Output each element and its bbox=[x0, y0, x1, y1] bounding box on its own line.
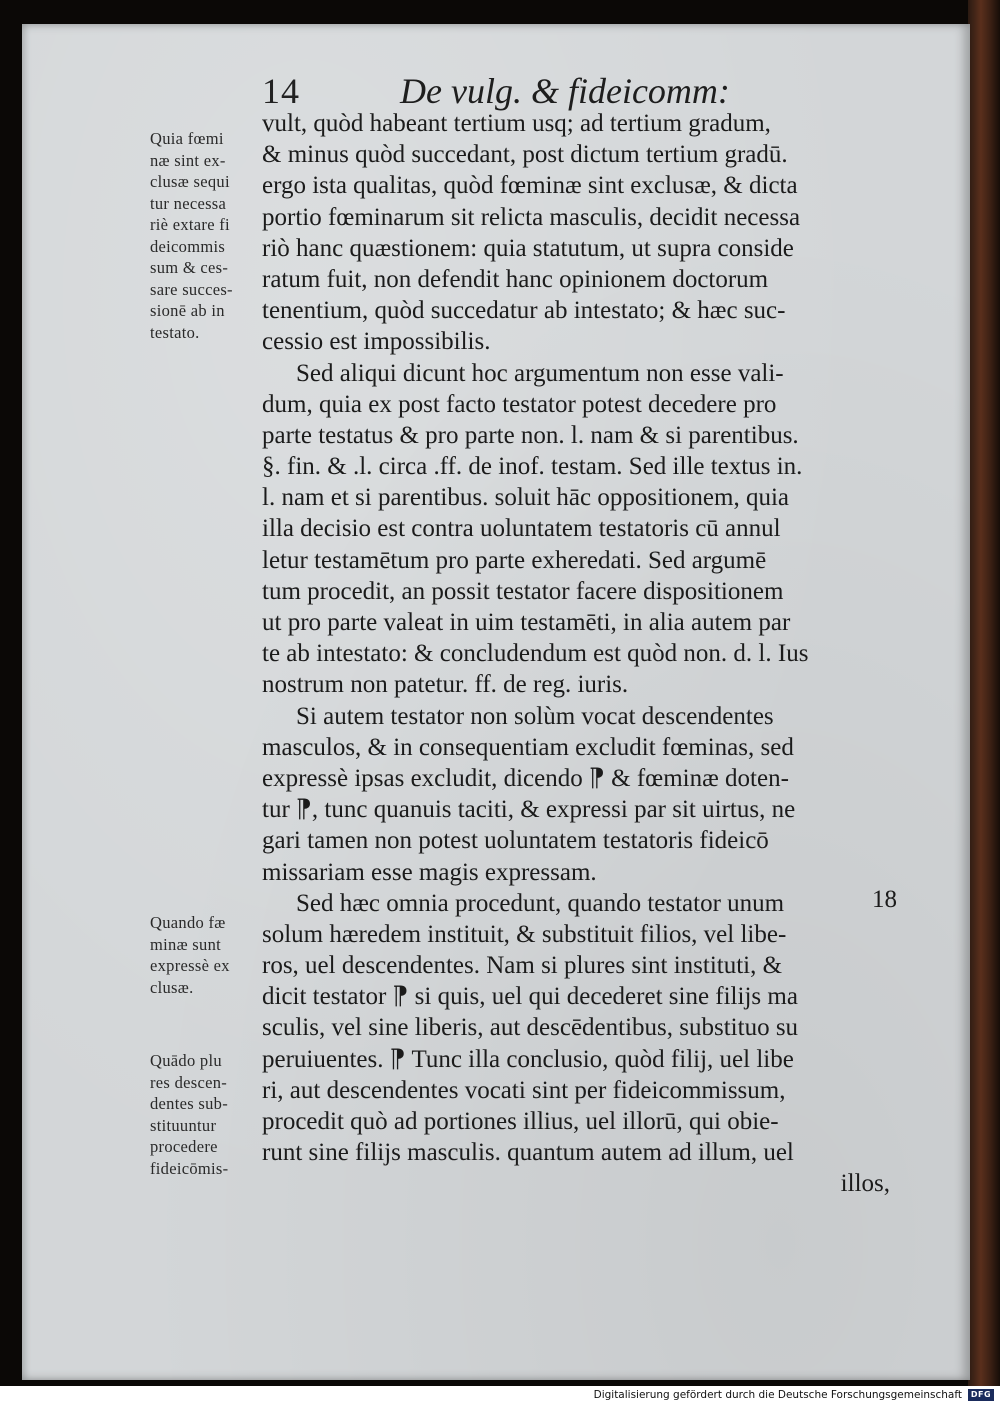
page-number: 14 bbox=[262, 71, 300, 111]
gloss-line: sum & ces- bbox=[150, 258, 229, 277]
gloss-line: riè extare fi bbox=[150, 215, 230, 234]
marginal-number: 18 bbox=[872, 886, 897, 913]
text-line: procedit quò ad portiones illius, uel illorū, qui obie- bbox=[262, 1108, 779, 1135]
book-binding-edge bbox=[968, 0, 1000, 1386]
text-line: sculis, vel sine liberis, aut descēdentibus, substituo su bbox=[262, 1014, 799, 1042]
text-line: l. nam et si parentibus. soluit hāc oppositionem, quia bbox=[262, 484, 790, 512]
text-line: ri, aut descendentes vocati sint per fideicommissum, bbox=[262, 1076, 786, 1104]
gloss-line: testato. bbox=[150, 322, 200, 342]
gloss-line: dentes sub- bbox=[150, 1094, 228, 1113]
text-line: ros, uel descendentes. Nam si plures sint instituti, & bbox=[262, 952, 783, 980]
gloss-line: fideicōmis- bbox=[150, 1158, 229, 1178]
text-line: Sed hæc omnia procedunt, quando testator unum bbox=[296, 889, 785, 917]
text-line: expressè ipsas excludit, dicendo ⁋ & fœminæ doten- bbox=[262, 764, 789, 792]
marginal-gloss bbox=[150, 128, 268, 343]
gloss-line: stituuntur bbox=[150, 1115, 217, 1135]
gloss-line: Quādo plu bbox=[150, 1051, 222, 1070]
text-line: solum hæredem instituit, & substituit filios, vel libe- bbox=[262, 920, 787, 948]
text-line: letur testamētum pro parte exheredati. Sed argumē bbox=[262, 546, 767, 574]
main-text-block bbox=[262, 108, 890, 1200]
text-line: ergo ista qualitas, quòd fœminæ sint exclusæ, & dicta bbox=[262, 172, 798, 200]
dfg-logo: DFG bbox=[968, 1389, 994, 1401]
text-line: dicit testator ⁋ si quis, uel qui decederet sine filijs ma bbox=[262, 983, 798, 1011]
gloss-line: sare succes- bbox=[150, 279, 233, 299]
catchword: illos, bbox=[840, 1170, 890, 1198]
text-line: runt sine filijs masculis. quantum autem ad illum, uel bbox=[262, 1139, 794, 1167]
text-line: nostrum non patetur. ff. de reg. iuris. bbox=[262, 671, 629, 699]
gloss-line: clusæ. bbox=[150, 977, 194, 997]
text-line: ratum fuit, non defendit hanc opinionem doctorum bbox=[262, 265, 769, 293]
gloss-line: næ sint ex- bbox=[150, 150, 226, 170]
gloss-line: expressè ex bbox=[150, 956, 230, 975]
text-line: peruiuentes. ⁋ Tunc illa conclusio, quòd filij, uel libe bbox=[262, 1045, 794, 1073]
text-line: & minus quòd succedant, post dictum tertium gradū. bbox=[262, 141, 788, 169]
gloss-line: res descen- bbox=[150, 1072, 228, 1092]
gloss-line: Quia fœmi bbox=[150, 129, 224, 148]
marginal-gloss bbox=[150, 912, 268, 998]
text-line: masculos, & in consequentiam excludit fœminas, sed bbox=[262, 733, 794, 761]
text-line: illa decisio est contra uoluntatem testatoris cū annul bbox=[262, 515, 781, 543]
text-line: missariam esse magis expressam. bbox=[262, 858, 597, 886]
text-line: te ab intestato: & concludendum est quòd non. d. l. Ius bbox=[262, 640, 809, 668]
running-title: De vulg. & fideicomm: bbox=[400, 71, 730, 111]
gloss-line: procedere bbox=[150, 1137, 218, 1156]
gloss-line: Quando fæ bbox=[150, 913, 226, 932]
text-line: cessio est impossibilis. bbox=[262, 328, 491, 356]
text-line: tur ⁋, tunc quanuis taciti, & expressi par sit uirtus, ne bbox=[262, 796, 796, 824]
marginal-gloss bbox=[150, 1050, 268, 1179]
gloss-line: minæ sunt bbox=[150, 934, 222, 954]
funding-credit: Digitalisierung gefördert durch die Deutsche Forschungsgemeinschaft bbox=[593, 1389, 962, 1401]
text-line: dum, quia ex post facto testator potest decedere pro bbox=[262, 390, 777, 418]
text-line: Si autem testator non solùm vocat descendentes bbox=[296, 702, 774, 730]
text-line: §. fin. & .l. circa .ff. de inof. testam. Sed ille textus in. bbox=[262, 453, 803, 481]
gloss-line: clusæ sequi bbox=[150, 172, 230, 191]
text-line: ut pro parte valeat in uim testamēti, in alia autem par bbox=[262, 609, 791, 636]
text-line: vult, quòd habeant tertium usq; ad tertium gradum, bbox=[262, 110, 771, 137]
gloss-line: sionē ab in bbox=[150, 301, 225, 320]
gloss-line: tur necessa bbox=[150, 193, 227, 213]
text-line: gari tamen non potest uoluntatem testatoris fideicō bbox=[262, 827, 769, 855]
text-line: portio fœminarum sit relicta masculis, decidit necessa bbox=[262, 203, 801, 231]
text-line: tenentium, quòd succedatur ab intestato; & hæc suc- bbox=[262, 297, 786, 325]
text-line: riò hanc quæstionem: quia statutum, ut supra conside bbox=[262, 234, 794, 262]
gloss-line: deicommis bbox=[150, 236, 226, 256]
text-line: Sed aliqui dicunt hoc argumentum non esse vali- bbox=[296, 359, 784, 387]
text-line: tum procedit, an possit testator facere dispositionem bbox=[262, 577, 784, 605]
text-line: parte testatus & pro parte non. l. nam & si parentibus. bbox=[262, 421, 799, 449]
